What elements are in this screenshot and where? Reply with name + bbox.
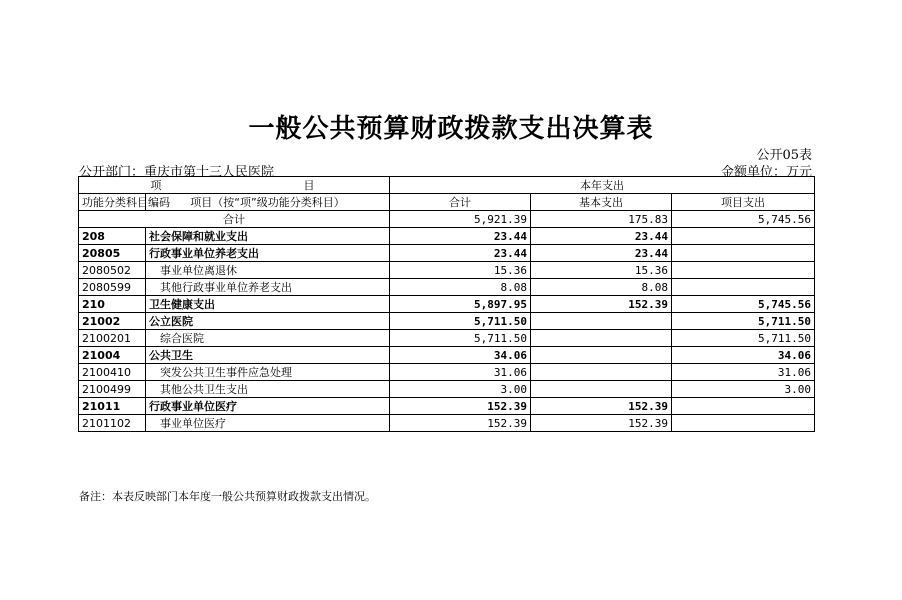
row-name: 突发公共卫生事件应急处理 xyxy=(146,364,390,381)
table-row xyxy=(79,245,815,262)
row-name: 事业单位医疗 xyxy=(146,415,390,432)
table-row xyxy=(79,279,815,296)
row-project xyxy=(672,398,815,415)
department-label: 公开部门：重庆市第十三人民医院 xyxy=(79,165,275,180)
total-row-total: 5,921.39 xyxy=(390,211,531,228)
row-code: 2100201 xyxy=(79,330,146,347)
row-basic: 152.39 xyxy=(531,415,672,432)
row-name: 事业单位离退休 xyxy=(146,262,390,279)
row-basic: 15.36 xyxy=(531,262,672,279)
row-project: 34.06 xyxy=(672,347,815,364)
row-total: 8.08 xyxy=(390,279,531,296)
row-name: 卫生健康支出 xyxy=(146,296,390,313)
row-basic: 152.39 xyxy=(531,296,672,313)
row-code: 20805 xyxy=(79,245,146,262)
row-name: 其他行政事业单位养老支出 xyxy=(146,279,390,296)
row-code: 2100499 xyxy=(79,381,146,398)
row-basic xyxy=(531,364,672,381)
row-basic xyxy=(531,347,672,364)
row-total: 152.39 xyxy=(390,398,531,415)
table-row xyxy=(79,347,815,364)
table-row xyxy=(79,228,815,245)
row-project xyxy=(672,245,815,262)
row-basic: 23.44 xyxy=(531,228,672,245)
footnote: 备注：本表反映部门本年度一般公共预算财政拨款支出情况。 xyxy=(79,490,376,503)
row-name: 行政事业单位养老支出 xyxy=(146,245,390,262)
row-project xyxy=(672,415,815,432)
table-row xyxy=(79,381,815,398)
table-row xyxy=(79,296,815,313)
table-row xyxy=(79,398,815,415)
row-code: 21002 xyxy=(79,313,146,330)
table-row xyxy=(79,262,815,279)
row-project: 5,745.56 xyxy=(672,296,815,313)
year-expense-group-header: 本年支出 xyxy=(390,177,815,194)
total-row-label: 合计 xyxy=(79,211,390,228)
row-code: 210 xyxy=(79,296,146,313)
row-project: 5,711.50 xyxy=(672,330,815,347)
total-row-project: 5,745.56 xyxy=(672,211,815,228)
row-basic: 8.08 xyxy=(531,279,672,296)
table-row xyxy=(79,313,815,330)
row-total: 5,897.95 xyxy=(390,296,531,313)
form-number: 公开05表 xyxy=(756,148,812,163)
row-code: 21011 xyxy=(79,398,146,415)
expenditure-table xyxy=(78,176,815,432)
total-column-header: 合计 xyxy=(390,194,531,211)
basic-column-header: 基本支出 xyxy=(531,194,672,211)
row-project: 3.00 xyxy=(672,381,815,398)
code-column-header: 功能分类科目编码 xyxy=(79,194,146,211)
row-project: 5,711.50 xyxy=(672,313,815,330)
row-code: 2100410 xyxy=(79,364,146,381)
item-group-header: 项 目 xyxy=(79,177,390,194)
row-total: 23.44 xyxy=(390,228,531,245)
row-project xyxy=(672,279,815,296)
page-title: 一般公共预算财政拨款支出决算表 xyxy=(248,114,654,144)
row-project xyxy=(672,228,815,245)
row-total: 3.00 xyxy=(390,381,531,398)
row-code: 2101102 xyxy=(79,415,146,432)
row-project xyxy=(672,262,815,279)
total-row xyxy=(79,211,815,228)
row-basic xyxy=(531,330,672,347)
row-name: 综合医院 xyxy=(146,330,390,347)
row-name: 社会保障和就业支出 xyxy=(146,228,390,245)
row-total: 5,711.50 xyxy=(390,313,531,330)
amount-unit-label: 金额单位：万元 xyxy=(720,165,812,180)
row-total: 152.39 xyxy=(390,415,531,432)
row-code: 208 xyxy=(79,228,146,245)
row-project: 31.06 xyxy=(672,364,815,381)
project-column-header: 项目支出 xyxy=(672,194,815,211)
row-basic: 23.44 xyxy=(531,245,672,262)
total-row-basic: 175.83 xyxy=(531,211,672,228)
row-total: 34.06 xyxy=(390,347,531,364)
row-basic: 152.39 xyxy=(531,398,672,415)
row-basic xyxy=(531,313,672,330)
row-name: 行政事业单位医疗 xyxy=(146,398,390,415)
row-total: 15.36 xyxy=(390,262,531,279)
row-code: 21004 xyxy=(79,347,146,364)
row-total: 23.44 xyxy=(390,245,531,262)
name-column-header: 项目（按“项”级功能分类科目） xyxy=(146,194,390,211)
row-code: 2080599 xyxy=(79,279,146,296)
row-name: 其他公共卫生支出 xyxy=(146,381,390,398)
row-name: 公共卫生 xyxy=(146,347,390,364)
row-name: 公立医院 xyxy=(146,313,390,330)
table-row xyxy=(79,364,815,381)
row-total: 31.06 xyxy=(390,364,531,381)
table-row xyxy=(79,330,815,347)
row-code: 2080502 xyxy=(79,262,146,279)
row-basic xyxy=(531,381,672,398)
table-row xyxy=(79,415,815,432)
row-total: 5,711.50 xyxy=(390,330,531,347)
